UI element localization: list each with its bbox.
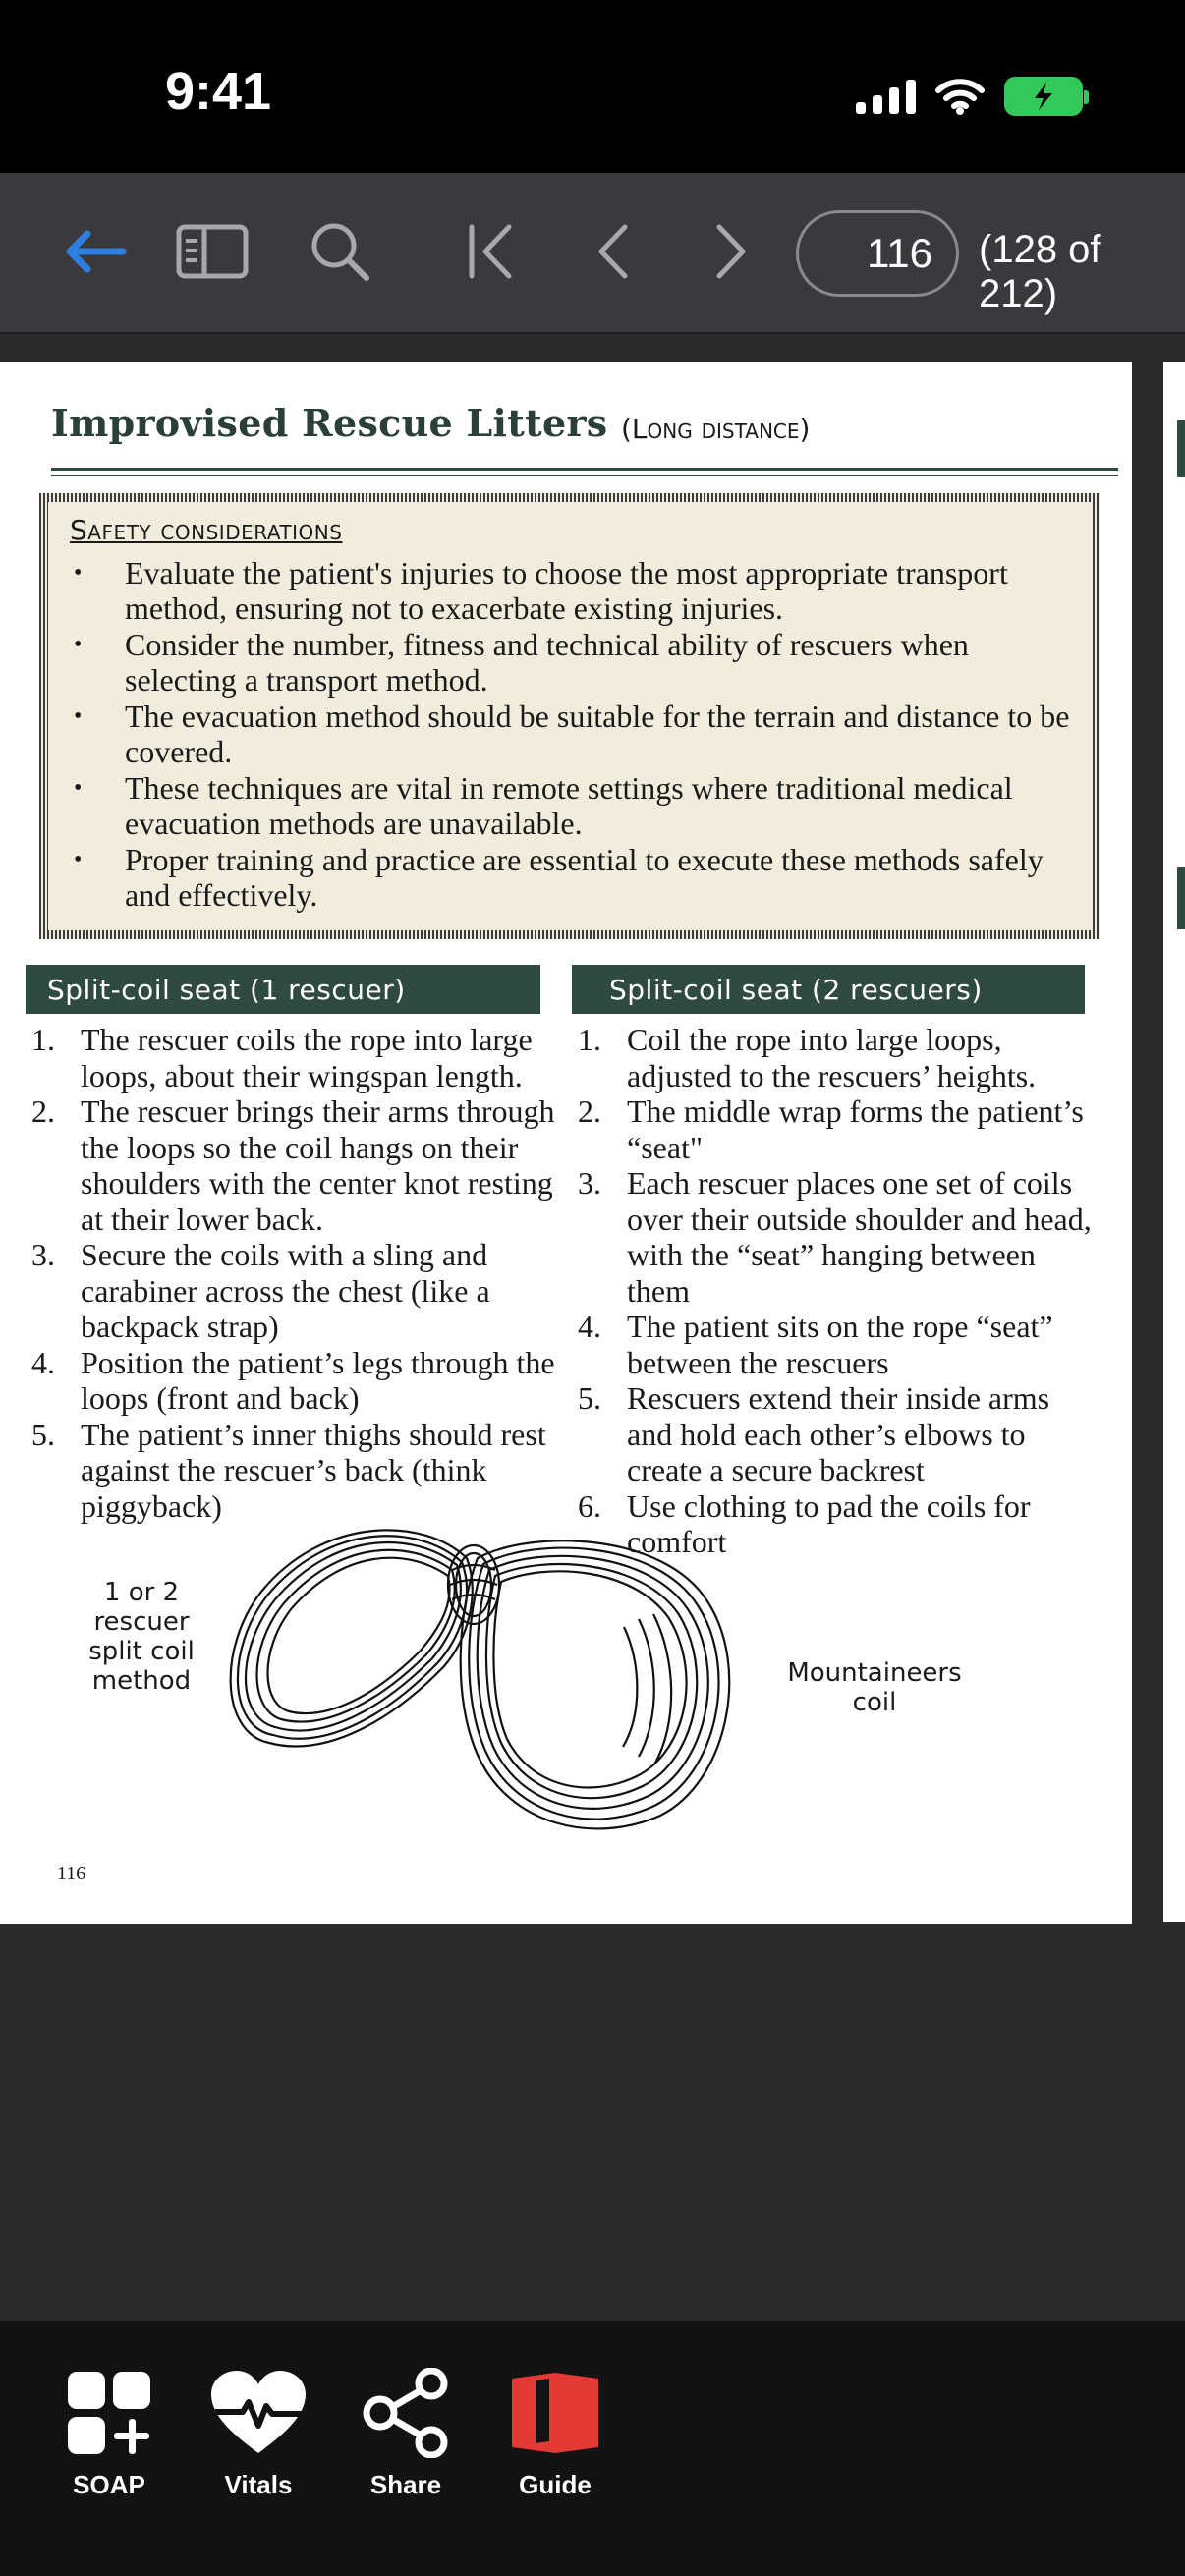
step-text: Use clothing to pad the coils for comfort bbox=[627, 1487, 1031, 1559]
tab-label: Guide bbox=[519, 2470, 592, 2499]
page-count-label: (128 of 212) bbox=[979, 228, 1101, 315]
section-header-one-rescuer: Split-coil seat (1 rescuer) bbox=[26, 965, 540, 1014]
tab-soap[interactable] bbox=[45, 2364, 173, 2500]
cellular-signal-icon bbox=[856, 79, 916, 114]
step-number: 4. bbox=[578, 1309, 601, 1344]
safety-considerations-box bbox=[39, 493, 1100, 939]
list-item bbox=[572, 1380, 1102, 1488]
step-text: The patient’s inner thighs should rest against the rescuer’s back (think piggyback) bbox=[81, 1416, 546, 1524]
tab-guide[interactable] bbox=[491, 2364, 619, 2500]
step-number: 3. bbox=[31, 1237, 55, 1272]
previous-page-icon[interactable] bbox=[574, 212, 652, 291]
title-divider bbox=[51, 468, 1118, 476]
list-item bbox=[572, 1022, 1102, 1093]
reader-toolbar bbox=[0, 173, 1185, 334]
back-arrow-icon[interactable] bbox=[55, 212, 134, 291]
safety-item: • Consider the number, fitness and technical ability of rescuers when selecting a transport method. bbox=[70, 627, 1082, 698]
step-text: Position the patient’s legs through the loops (front and back) bbox=[81, 1344, 555, 1416]
safety-item: • The evacuation method should be suitable for the terrain and distance to be covered. bbox=[70, 699, 1082, 769]
status-bar bbox=[0, 0, 1185, 173]
step-number: 6. bbox=[578, 1487, 601, 1524]
step-number: 2. bbox=[578, 1093, 601, 1129]
safety-item: • These techniques are vital in remote settings where traditional medical evacuation methods are unavailable. bbox=[70, 770, 1082, 841]
share-nodes-icon bbox=[357, 2364, 455, 2462]
wifi-icon bbox=[935, 78, 985, 115]
battery-charging-icon bbox=[1004, 77, 1083, 116]
tab-label: Share bbox=[369, 2470, 442, 2499]
page-number-input[interactable]: 116 bbox=[796, 210, 959, 297]
status-time: 9:41 bbox=[165, 62, 272, 121]
step-text: The middle wrap forms the patient’s “seat" bbox=[627, 1093, 1084, 1165]
tab-bar bbox=[0, 2319, 1185, 2576]
step-number: 3. bbox=[578, 1165, 601, 1201]
list-item bbox=[572, 1309, 1102, 1380]
tab-vitals[interactable] bbox=[195, 2364, 322, 2500]
safety-title: Safety considerations bbox=[70, 514, 343, 546]
safety-item: • Proper training and practice are essential to execute these methods safely and effectively. bbox=[70, 842, 1082, 913]
step-number: 2. bbox=[31, 1093, 55, 1129]
step-text: The rescuer brings their arms through the loops so the coil hangs on their shoulders with the center knot resting at their lower back. bbox=[81, 1093, 555, 1237]
rope-coil-illustration bbox=[216, 1511, 766, 1835]
two-rescuers-steps bbox=[572, 1022, 1102, 1560]
first-page-icon[interactable] bbox=[452, 212, 531, 291]
page-number: 116 bbox=[57, 1863, 86, 1884]
tab-label: Vitals bbox=[224, 2470, 293, 2499]
illustration-label-mountaineers-coil: Mountaineers coil bbox=[787, 1658, 962, 1717]
safety-list bbox=[70, 555, 1082, 914]
step-text: Each rescuer places one set of coils over their outside shoulder and head, with the “seat” hanging between them bbox=[627, 1165, 1092, 1309]
search-icon[interactable] bbox=[301, 212, 379, 291]
step-text: Rescuers extend their inside arms and hold each other’s elbows to create a secure backrest bbox=[627, 1380, 1050, 1487]
heart-pulse-icon bbox=[209, 2364, 308, 2462]
status-icons bbox=[856, 73, 1083, 120]
step-text: Coil the rope into large loops, adjusted to the rescuers’ heights. bbox=[627, 1022, 1037, 1093]
sidebar-panel-icon[interactable] bbox=[173, 212, 252, 291]
step-text: The patient sits on the rope “seat” between the rescuers bbox=[627, 1309, 1053, 1380]
step-number: 5. bbox=[578, 1380, 601, 1416]
list-item bbox=[26, 1345, 576, 1417]
soap-grid-plus-icon bbox=[60, 2364, 158, 2462]
next-page-edge bbox=[1163, 362, 1185, 1922]
document-page bbox=[0, 362, 1132, 1924]
page-title: Improvised Rescue Litters bbox=[51, 401, 608, 445]
page-subtitle: (Long distance) bbox=[621, 413, 811, 445]
section-header-two-rescuers: Split-coil seat (2 rescuers) bbox=[572, 965, 1085, 1014]
list-item bbox=[26, 1237, 576, 1345]
list-item bbox=[572, 1165, 1102, 1309]
open-book-icon bbox=[506, 2364, 604, 2462]
list-item bbox=[26, 1022, 576, 1093]
one-rescuer-steps bbox=[26, 1022, 576, 1524]
next-page-icon[interactable] bbox=[692, 212, 770, 291]
step-number: 1. bbox=[578, 1022, 601, 1057]
step-number: 5. bbox=[31, 1416, 55, 1452]
list-item bbox=[26, 1093, 576, 1237]
list-item bbox=[26, 1417, 576, 1525]
step-text: The rescuer coils the rope into large loops, about their wingspan length. bbox=[81, 1022, 533, 1093]
document-viewer[interactable] bbox=[0, 336, 1185, 2319]
step-text: Secure the coils with a sling and carabiner across the chest (like a backpack strap) bbox=[81, 1237, 490, 1344]
list-item bbox=[572, 1093, 1102, 1165]
tab-share[interactable] bbox=[342, 2364, 470, 2500]
step-number: 1. bbox=[31, 1022, 55, 1057]
step-number: 4. bbox=[31, 1344, 55, 1380]
safety-item: • Evaluate the patient's injuries to choose the most appropriate transport method, ensuring not to exacerbate existing injuries. bbox=[70, 555, 1082, 626]
illustration-label-split-coil: 1 or 2 rescuer split coil method bbox=[88, 1578, 195, 1696]
tab-label: SOAP bbox=[73, 2470, 145, 2499]
